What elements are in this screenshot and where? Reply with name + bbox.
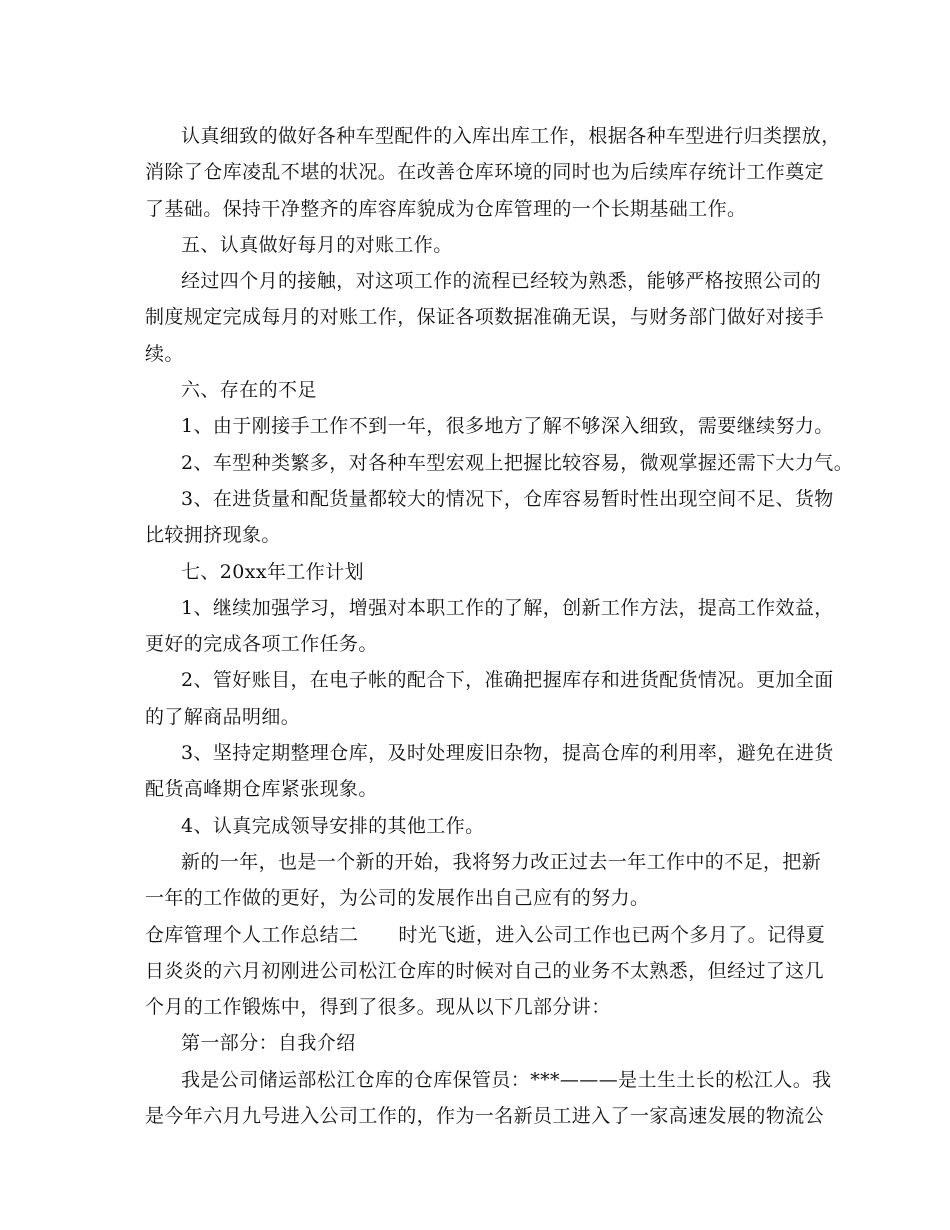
paragraph-line: 日炎炎的六月初刚进公司松江仓库的时候对自己的业务不太熟悉，但经过了这几	[145, 959, 825, 982]
list-item: 2、管好账目，在电子帐的配合下，准确把握库存和进货配货情况。更加全面	[181, 669, 834, 692]
list-item: 1、继续加强学习，增强对本职工作的了解，创新工作方法，提高工作效益，	[181, 596, 834, 619]
list-item: 3、在进货量和配货量都较大的情况下，仓库容易暂时性出现空间不足、货物	[181, 487, 834, 510]
paragraph-line: 认真细致的做好各种车型配件的入库出库工作，根据各种车型进行归类摆放，	[181, 125, 841, 147]
list-item-continuation: 配货高峰期仓库紧张现象。	[145, 778, 378, 801]
section-heading: 六、存在的不足	[181, 379, 317, 402]
section-two-line	[145, 917, 825, 953]
paragraph-line: 续。	[145, 342, 184, 365]
paragraph-line: 了基础。保持干净整齐的库容库貌成为仓库管理的一个长期基础工作。	[145, 197, 747, 220]
paragraph-line: 制度规定完成每月的对账工作，保证各项数据准确无误，与财务部门做好对接手	[145, 306, 825, 329]
list-item-continuation: 的了解商品明细。	[145, 705, 301, 728]
section-two-first-line: 时光飞逝，进入公司工作也已两个多月了。记得夏	[398, 923, 826, 946]
section-heading: 五、认真做好每月的对账工作。	[181, 233, 453, 256]
paragraph-line: 我是公司储运部松江仓库的仓库保管员：***———是土生土长的松江人。我	[181, 1068, 832, 1091]
paragraph-line: 一年的工作做的更好，为公司的发展作出自己应有的努力。	[145, 887, 650, 910]
paragraph-line: 消除了仓库凌乱不堪的状况。在改善仓库环境的同时也为后续库存统计工作奠定	[145, 161, 825, 184]
list-item: 4、认真完成领导安排的其他工作。	[181, 814, 485, 837]
list-item: 2、车型种类繁多，对各种车型宏观上把握比较容易，微观掌握还需下大力气。	[181, 451, 854, 474]
section-two-title: 仓库管理个人工作总结二	[145, 923, 359, 946]
section-heading: 七、20xx年工作计划	[181, 560, 365, 583]
list-item: 1、由于刚接手工作不到一年，很多地方了解不够深入细致，需要继续努力。	[181, 415, 834, 438]
list-item-continuation: 比较拥挤现象。	[145, 524, 281, 547]
paragraph-line: 新的一年，也是一个新的开始，我将努力改正过去一年工作中的不足，把新	[181, 850, 822, 873]
list-item: 3、坚持定期整理仓库，及时处理废旧杂物，提高仓库的利用率，避免在进货	[181, 742, 834, 765]
list-item-continuation: 更好的完成各项工作任务。	[145, 633, 378, 656]
paragraph-line: 经过四个月的接触，对这项工作的流程已经较为熟悉，能够严格按照公司的	[181, 270, 822, 293]
paragraph-line: 是今年六月九号进入公司工作的，作为一名新员工进入了一家高速发展的物流公	[145, 1105, 825, 1128]
document-body	[145, 118, 854, 1134]
paragraph-line: 个月的工作锻炼中，得到了很多。现从以下几部分讲：	[145, 996, 611, 1019]
section-heading: 第一部分：自我介绍	[181, 1032, 356, 1055]
